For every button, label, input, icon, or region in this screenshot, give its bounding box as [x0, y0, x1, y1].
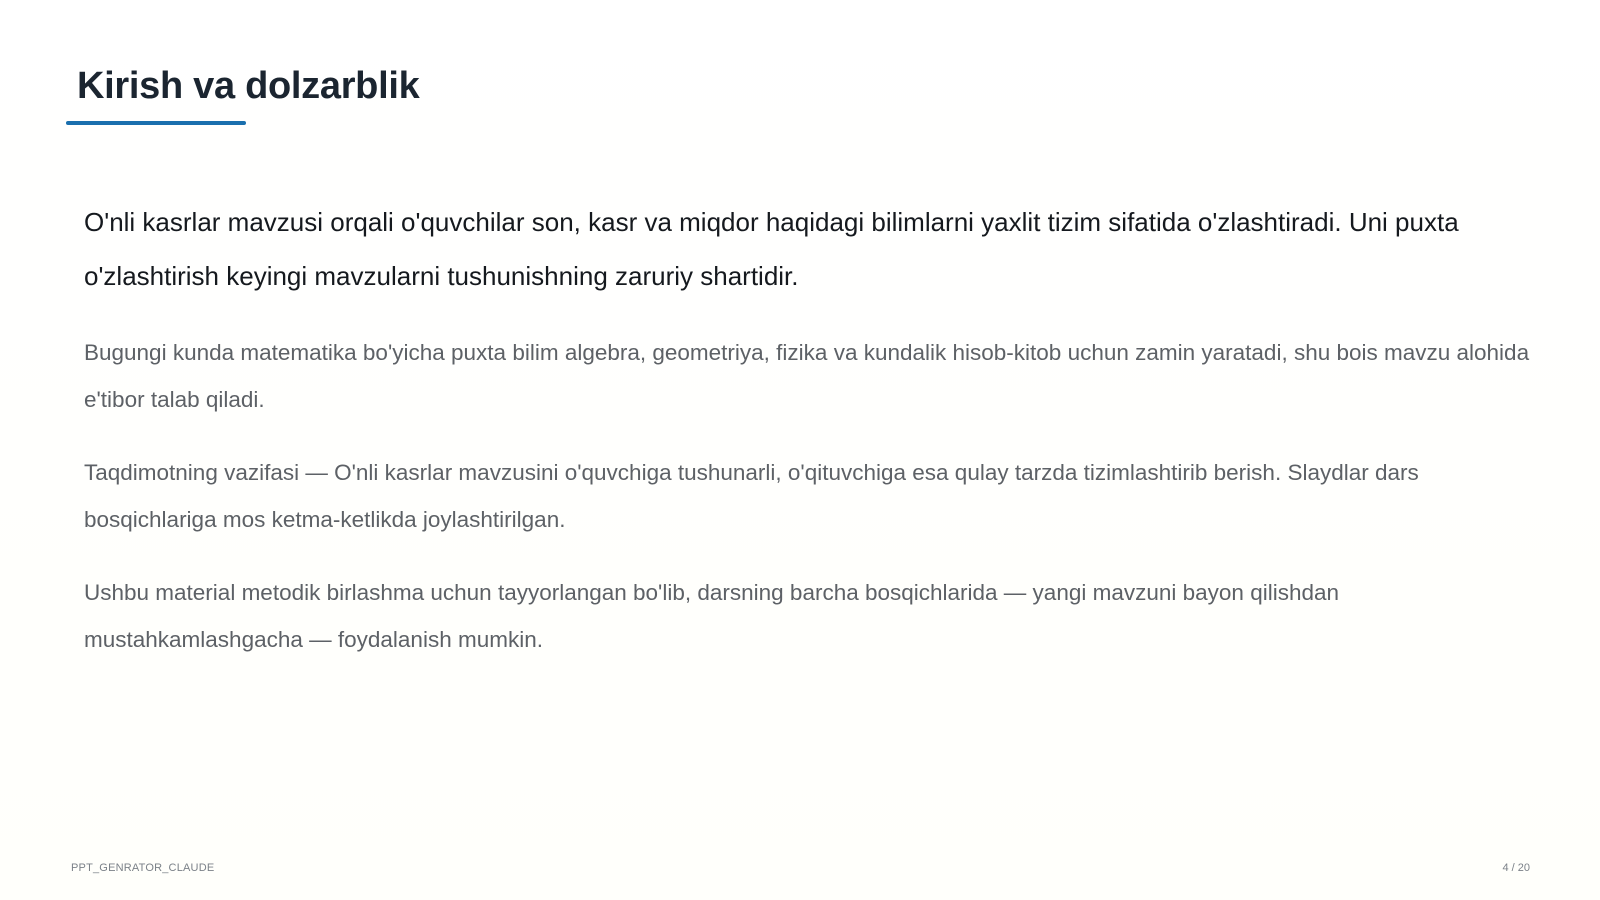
body-paragraph: Bugungi kunda matematika bo'yicha puxta bilim algebra, geometriya, fizika va kundalik hisob-kitob uchun zamin yaratadi, shu bois mavzu alohida e'tibor talab qiladi. — [84, 340, 1530, 412]
title-underline — [66, 121, 246, 125]
body-paragraph: Ushbu material metodik birlashma uchun tayyorlangan bo'lib, darsning barcha bosqichlarida — yangi mavzuni bayon qilishdan mustahkamlashgacha — foydalanish mumkin. — [84, 580, 1340, 652]
lead-paragraph: O'nli kasrlar mavzusi orqali o'quvchilar son, kasr va miqdor haqidagi bilimlarni yaxlit tizim sifatida o'zlashtiradi. Uni puxta o'zlashtirish keyingi mavzularni tushunishning zaruriy shartidir. — [84, 207, 1459, 291]
page-number: 4 / 20 — [1502, 862, 1530, 874]
body-paragraph: Taqdimotning vazifasi — O'nli kasrlar mavzusini o'quvchiga tushunarli, o'qituvchiga esa qulay tarzda tizimlashtirib berish. Slaydlar dars bosqichlariga mos ketma-ketlikda joylashtirilgan. — [84, 460, 1419, 532]
slide-title: Kirish va dolzarblik — [77, 65, 420, 107]
footer-source: PPT_GENRATOR_CLAUDE — [71, 862, 215, 874]
